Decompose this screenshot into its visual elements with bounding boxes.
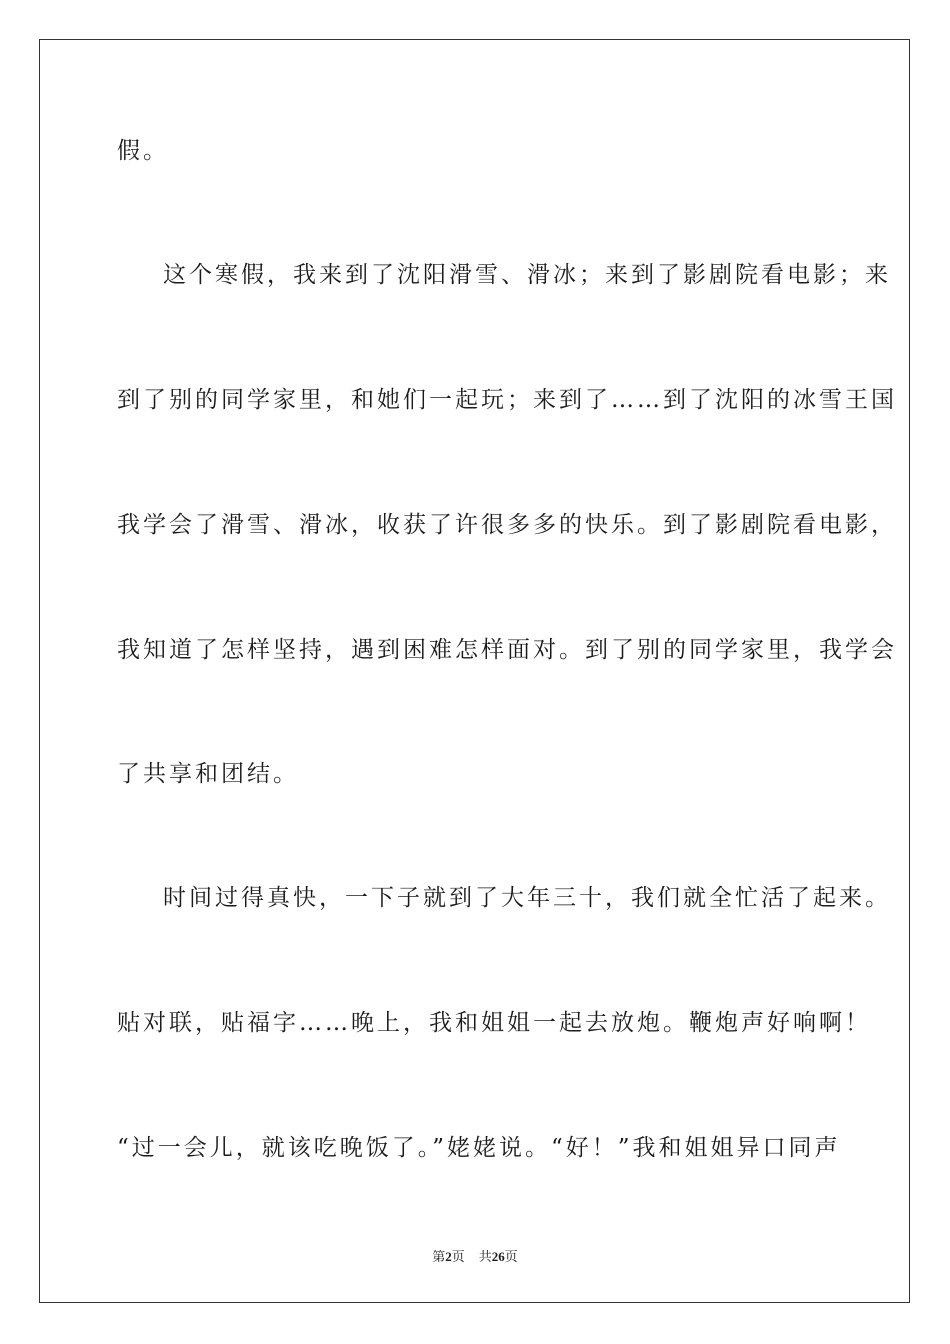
text-line-4: 我学会了滑雪、滑冰，收获了许很多多的快乐。到了影剧院看电影， <box>117 512 897 538</box>
text-line-6: 了共享和团结。 <box>117 761 299 787</box>
text-line-8: 贴对联，贴福字……晚上，我和姐姐一起去放炮。鞭炮声好响啊！ <box>117 1010 871 1036</box>
total-page-count: 26 <box>491 1249 505 1264</box>
text-line-5: 我知道了怎样坚持，遇到困难怎样面对。到了别的同学家里，我学会 <box>117 637 897 663</box>
page-footer <box>0 1249 950 1265</box>
page-prefix: 第 <box>432 1249 446 1264</box>
current-page-number: 2 <box>445 1249 452 1264</box>
total-unit: 页 <box>504 1249 518 1264</box>
page-border <box>39 39 910 1303</box>
text-line-7: 时间过得真快，一下子就到了大年三十，我们就全忙活了起来。 <box>163 885 891 911</box>
text-line-3: 到了别的同学家里，和她们一起玩；来到了……到了沈阳的冰雪王国 <box>117 387 897 413</box>
text-line-1: 假。 <box>117 138 169 164</box>
text-line-2: 这个寒假，我来到了沈阳滑雪、滑冰；来到了影剧院看电影；来 <box>163 262 891 288</box>
page-unit: 页 <box>451 1249 465 1264</box>
total-prefix: 共 <box>478 1249 492 1264</box>
text-line-9: “过一会儿，就该吃晚饭了。”姥姥说。“好！”我和姐姐异口同声 <box>117 1135 841 1161</box>
